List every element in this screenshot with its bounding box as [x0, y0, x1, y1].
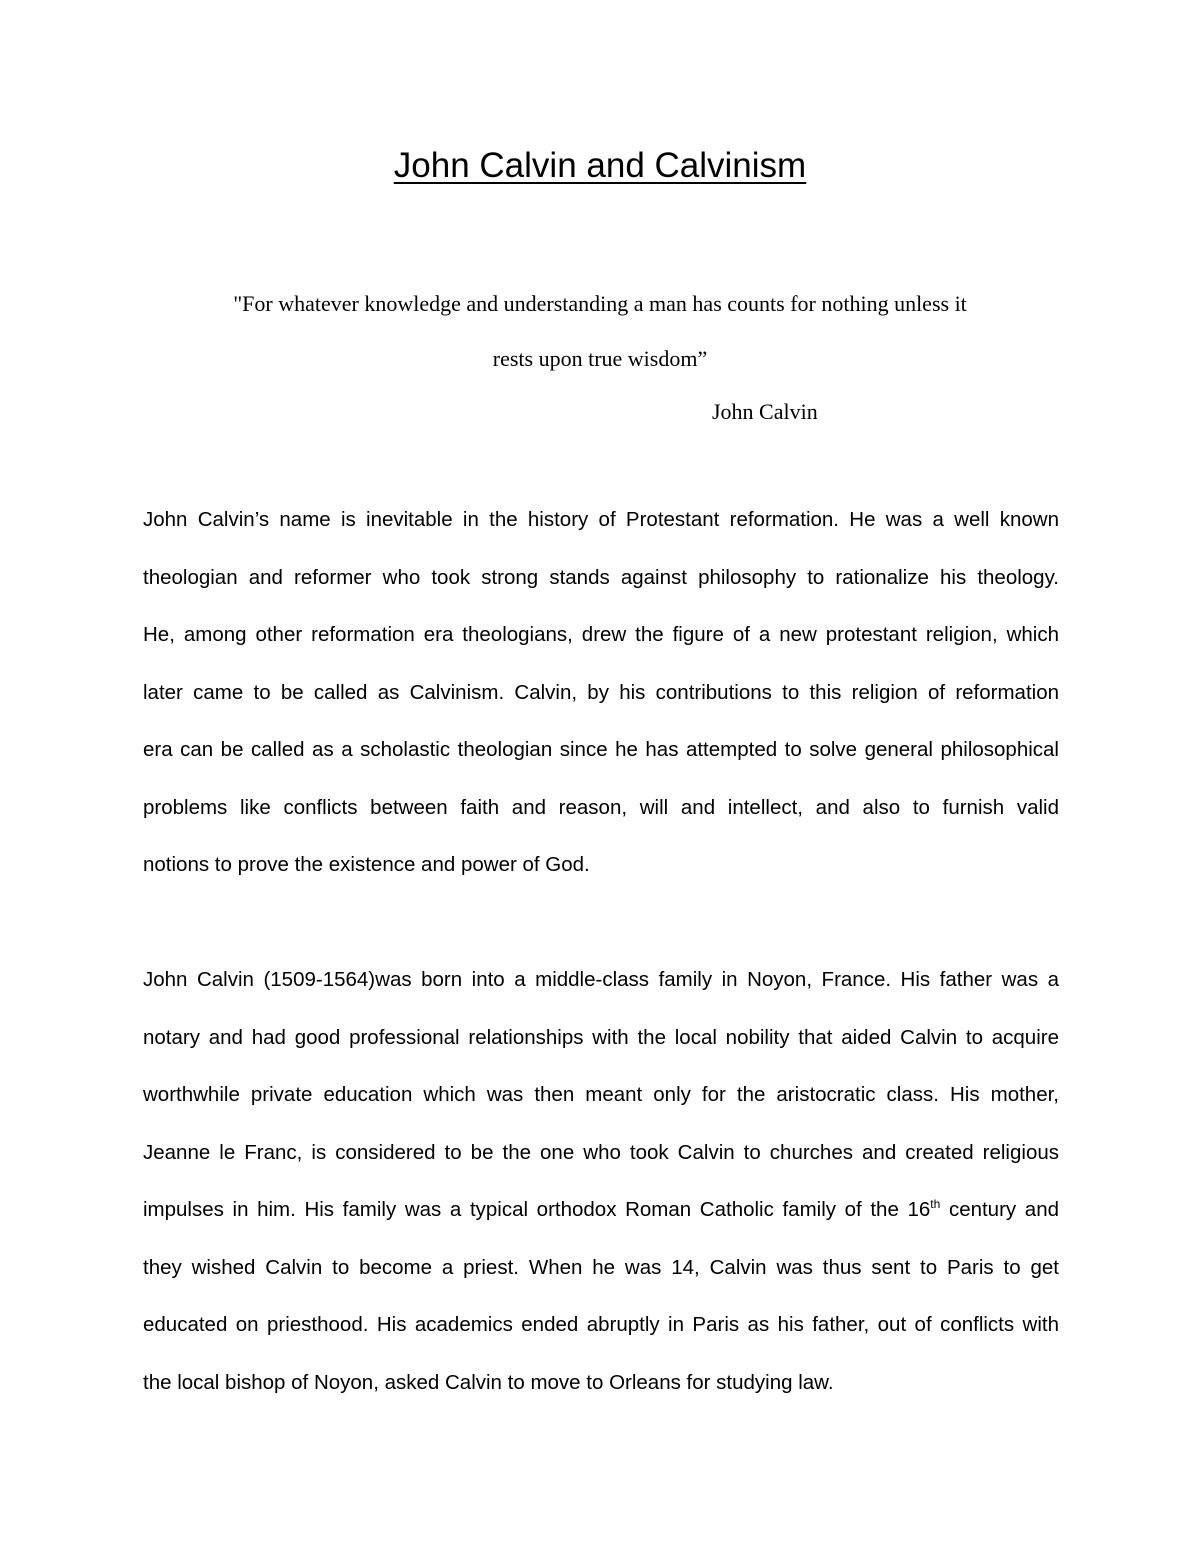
paragraph-line: problems like conflicts between faith and reason, will and intellect, and also to furnish valid: [143, 795, 1059, 819]
quote-line-1: "For whatever knowledge and understanding a man has counts for nothing unless it: [233, 291, 967, 316]
paragraph-line: John Calvin’s name is inevitable in the history of Protestant reformation. He was a well known: [143, 508, 1059, 531]
quote-author: John Calvin: [712, 399, 818, 424]
paragraph-line: worthwhile private education which was then meant only for the aristocratic class. His mother,: [143, 1083, 1059, 1106]
quote-line-2: rests upon true wisdom”: [492, 346, 708, 371]
paragraph-line: later came to be called as Calvinism. Calvin, by his contributions to this religion of reformation: [143, 680, 1059, 704]
paragraph-line: the local bishop of Noyon, asked Calvin to move to Orleans for studying law.: [143, 1370, 834, 1394]
paragraph-1: [143, 491, 1059, 894]
paragraph-line: He, among other reformation era theologians, drew the figure of a new protestant religion, which: [143, 623, 1059, 646]
paragraph-line: John Calvin (1509-1564)was born into a middle-class family in Noyon, France. His father was a: [143, 968, 1059, 991]
paragraph-line: notary and had good professional relationships with the local nobility that aided Calvin to acquire: [143, 1025, 1059, 1049]
paragraph-line: they wished Calvin to become a priest. When he was 14, Calvin was thus sent to Paris to get: [143, 1255, 1059, 1279]
line-text-after: century and: [940, 1198, 1059, 1221]
paragraph-line: theologian and reformer who took strong stands against philosophy to rationalize his theology.: [143, 565, 1059, 589]
paragraph-2: [143, 951, 1059, 1411]
paragraph-line: era can be called as a scholastic theologian since he has attempted to solve general philosophical: [143, 738, 1059, 761]
ordinal-superscript: th: [930, 1197, 941, 1212]
document-title: John Calvin and Calvinism: [393, 146, 807, 185]
paragraph-line: Jeanne le Franc, is considered to be the one who took Calvin to churches and created religious: [143, 1140, 1059, 1164]
line-text-before: impulses in him. His family was a typical orthodox Roman Catholic family of the 16: [143, 1198, 931, 1221]
paragraph-line: notions to prove the existence and power of God.: [143, 853, 590, 876]
paragraph-line-with-superscript: [143, 1181, 1059, 1239]
paragraph-line: educated on priesthood. His academics ended abruptly in Paris as his father, out of conflicts with: [143, 1313, 1059, 1336]
